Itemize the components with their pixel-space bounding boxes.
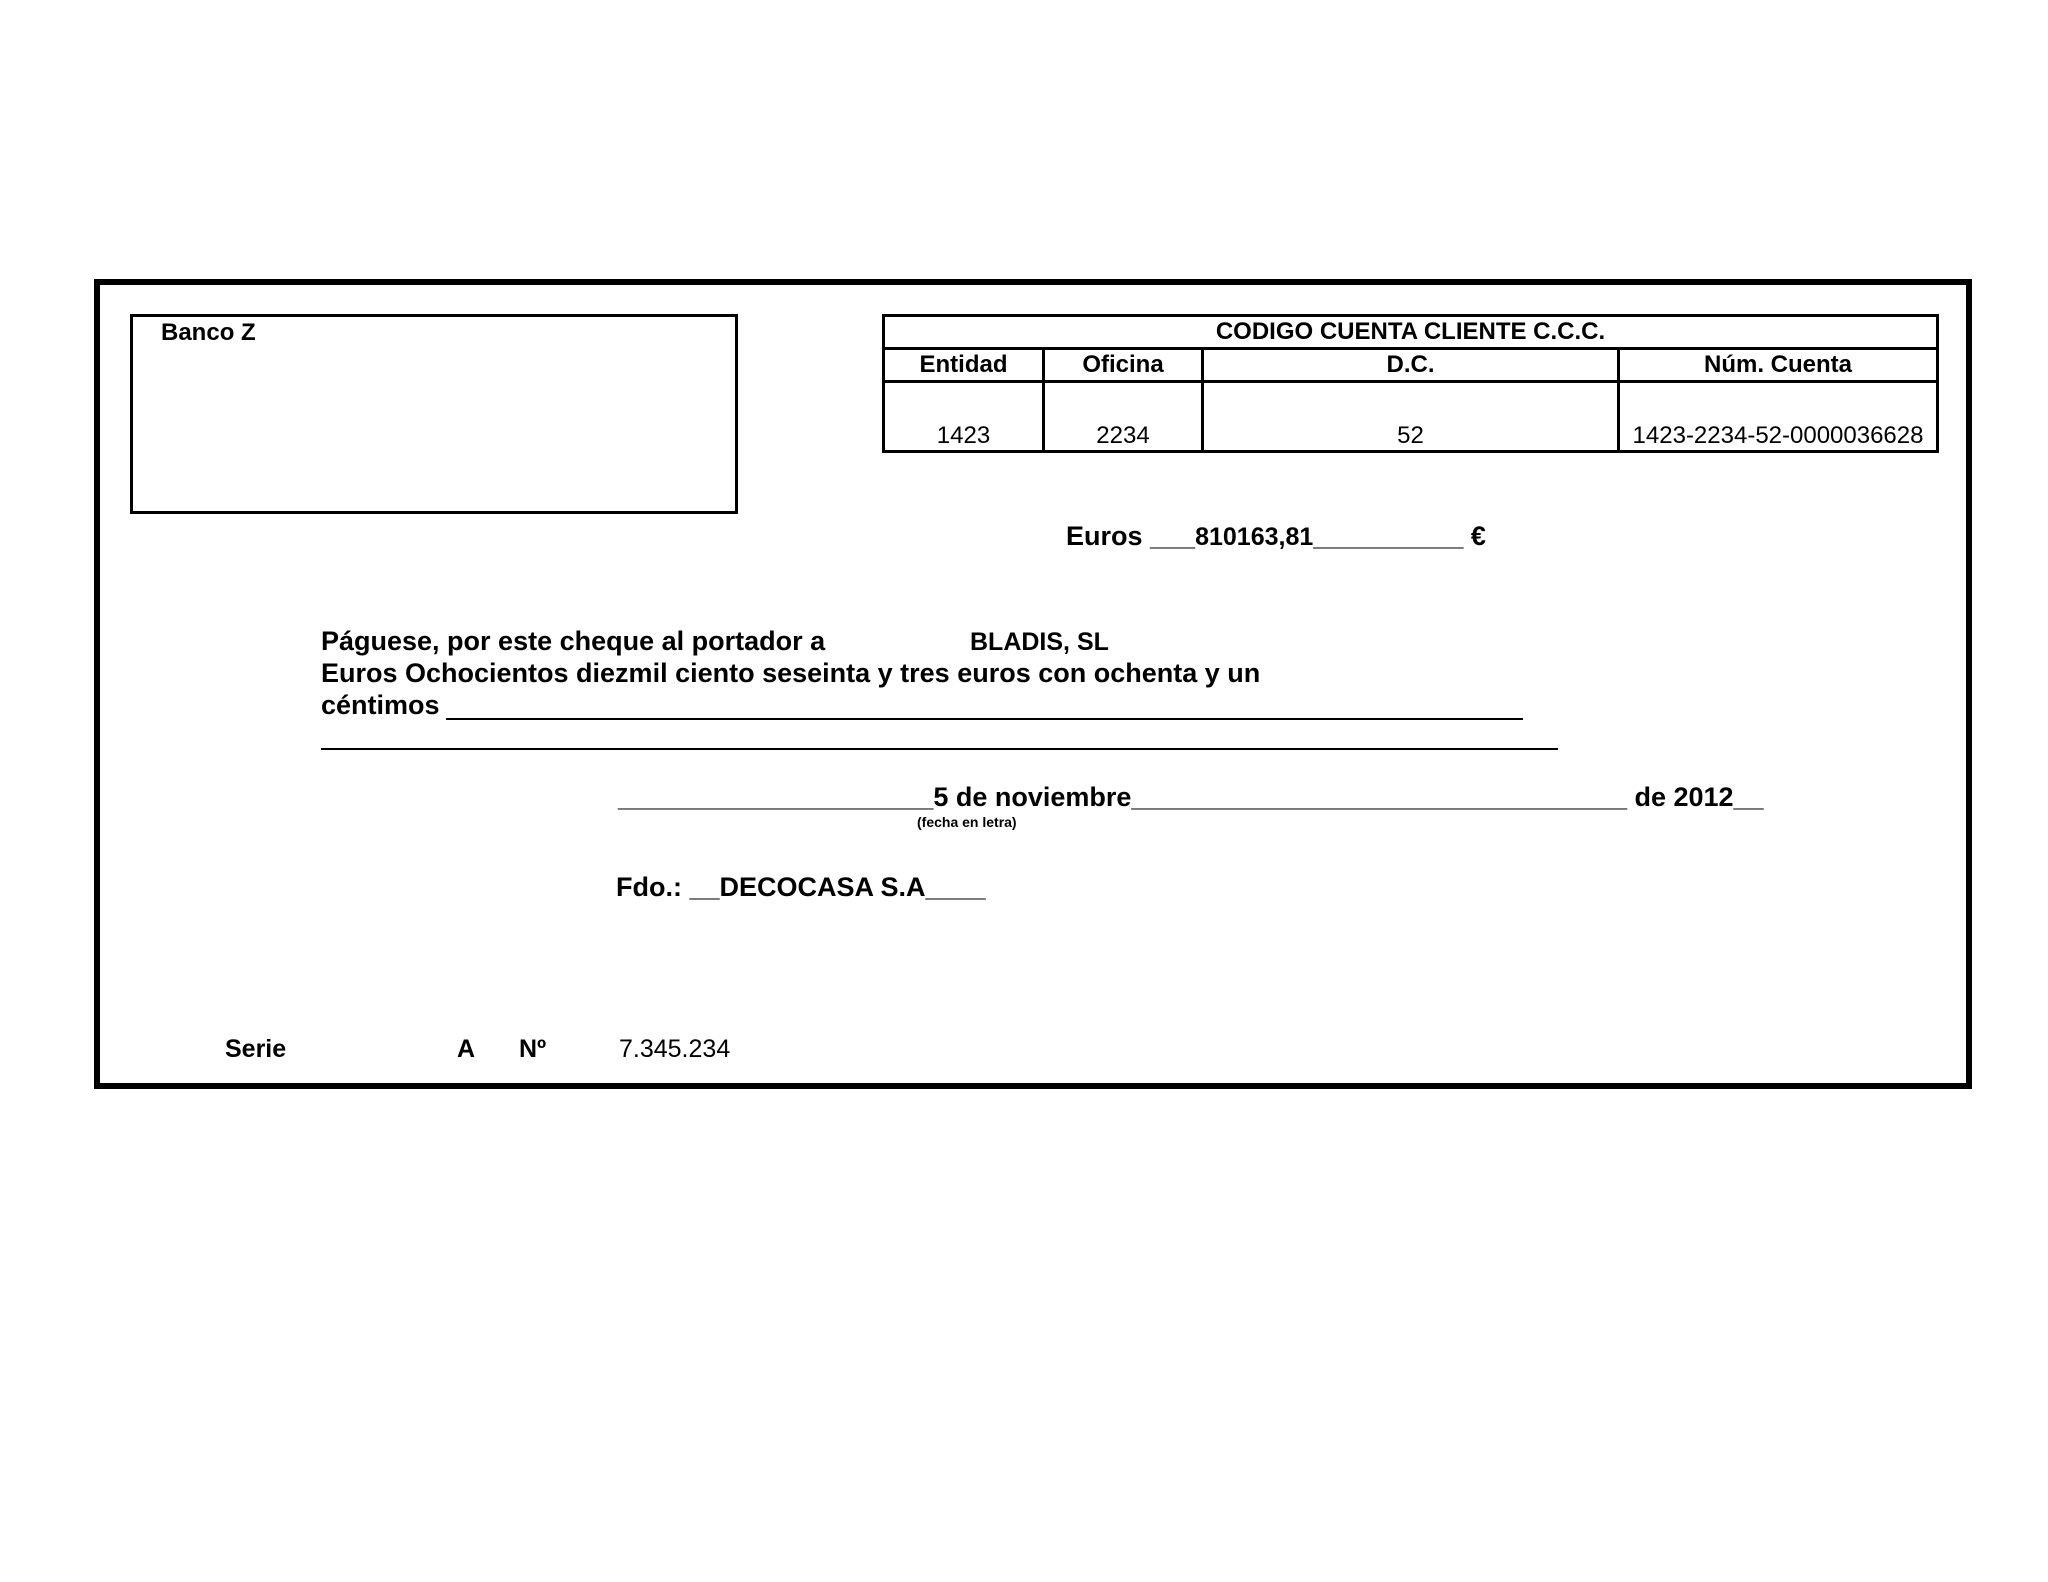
ccc-title: CODIGO CUENTA CLIENTE C.C.C. <box>884 316 1938 349</box>
date-prefix: _____________________ <box>618 782 934 812</box>
date-text: 5 de noviembre <box>933 782 1132 812</box>
serie-label: Serie <box>225 1035 287 1063</box>
number-label: Nº <box>519 1035 547 1063</box>
ccc-value-cuenta: 1423-2234-52-0000036628 <box>1619 382 1938 452</box>
ccc-table <box>882 314 1939 453</box>
signature-label: Fdo.: __ <box>616 872 720 902</box>
amount-line <box>1066 521 1486 552</box>
signature-line <box>616 872 986 903</box>
payee-name: BLADIS, SL <box>970 628 1109 656</box>
amount-words-extra-line <box>321 748 1558 750</box>
ccc-header-dc: D.C. <box>1203 349 1619 382</box>
ccc-value-dc: 52 <box>1203 382 1619 452</box>
bank-name: Banco Z <box>161 319 256 346</box>
amount-label: Euros ___ <box>1066 521 1196 551</box>
ccc-header-entidad: Entidad <box>884 349 1044 382</box>
serie-value: A <box>457 1035 476 1063</box>
date-middle: _________________________________ <box>1131 782 1627 812</box>
signature-suffix: ____ <box>925 872 986 902</box>
ccc-value-oficina: 2234 <box>1044 382 1203 452</box>
amount-value: 810163,81 <box>1195 523 1314 551</box>
ccc-value-entidad: 1423 <box>884 382 1044 452</box>
amount-words-line1: Euros Ochocientos diezmil ciento seseinta y tres euros con ochenta y un <box>321 658 1261 688</box>
amount-suffix: __________ € <box>1313 521 1486 551</box>
ccc-header-oficina: Oficina <box>1044 349 1203 382</box>
date-hint: (fecha en letra) <box>917 814 1017 830</box>
date-year: de 2012__ <box>1626 782 1764 812</box>
amount-words-line2: céntimos <box>321 690 440 720</box>
payee-label: Páguese, por este cheque al portador a <box>321 626 826 656</box>
date-line <box>618 782 1764 813</box>
bank-box <box>130 314 738 514</box>
amount-words-underline <box>446 718 1523 720</box>
signature-name: DECOCASA S.A <box>719 872 926 902</box>
number-value: 7.345.234 <box>619 1035 731 1063</box>
ccc-header-cuenta: Núm. Cuenta <box>1619 349 1938 382</box>
